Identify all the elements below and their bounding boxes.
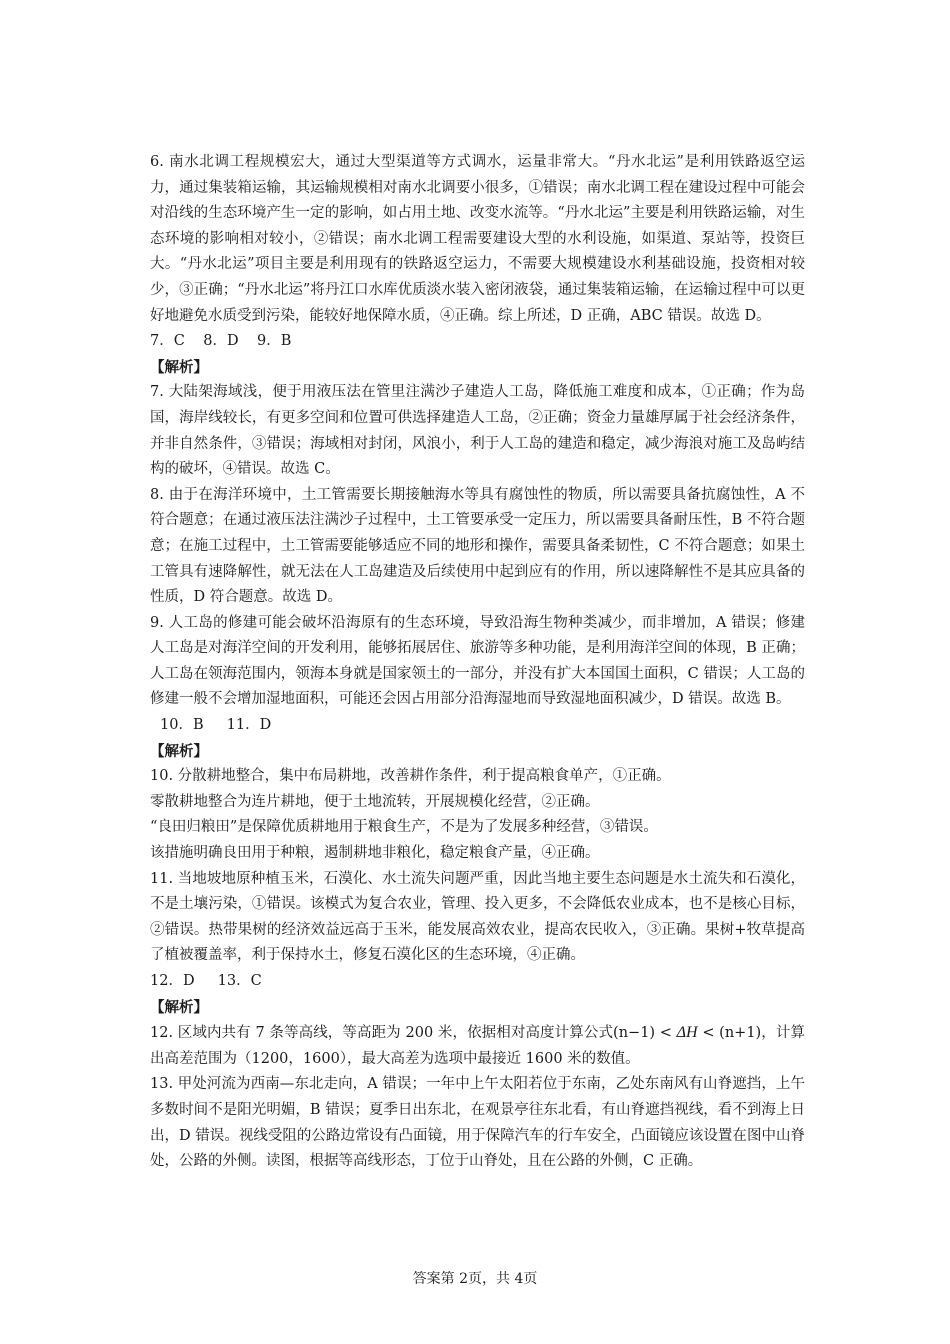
answer-content [150,150,805,1175]
answer-key-12-13: 12．D 13．C [150,973,262,989]
q12-text-after: < (n+1)，计算出高差范围为（1200，1600），最大高差为选项中最接近 1600 米的数值。 [150,1025,805,1067]
answer-key-10-11: 10．B 11．D [160,717,272,734]
page-footer: 答案第 2页，共 4页 [412,1271,538,1287]
analysis-heading: 【解析】 [150,998,208,1016]
answer-key-7-9: 7．C 8．D 9．B [150,333,292,350]
answer-paragraph-q8: 8. 由于在海洋环境中，土工管需要长期接触海水等具有腐蚀性的物质，所以需要具备抗腐蚀性，A 不符合题意；在通过液压法注满沙子过程中，土工管要承受一定压力，所以需要具备耐压性，B 不符合题意；在施工过程中，土工管需要能够适应不同的地形和操作，需要具备柔韧性，C 不符合题意；如果土工管具有速降解性，就无法在人工岛建造及后续使用中起到应有的作用，所以速降解性不是其应具备的性质，D 符合题意。故选 D。 [150,486,805,606]
answer-paragraph-q9: 9. 人工岛的修建可能会破坏沿海原有的生态环境，导致沿海生物种类减少，而非增加，A 错误；修建人工岛是对海洋空间的开发利用，能够拓展居住、旅游等多种功能，是利用海洋空间的体现，B 正确；人工岛在领海范围内，领海本身就是国家领土的一部分，并没有扩大本国国土面积，C 错误；人工岛的修建一般不会增加湿地面积，可能还会因占用部分沿海湿地而导致湿地面积减少，D 错误。故选 B。 [150,614,805,708]
answer-paragraph-q10-b: 零散耕地整合为连片耕地，便于土地流转，开展规模化经营，②正确。 [150,793,600,810]
answer-paragraph-q13: 13. 甲处河流为西南—东北走向，A 错误；一年中上午太阳若位于东南，乙处东南风有山脊遮挡，上午多数时间不是阳光明媚，B 错误；夏季日出东北，在观景亭往东北看，有山脊遮挡视线，看不到海上日出，D 错误。视线受阻的公路边常设有凸面镜，用于保障汽车的行车安全，凸面镜应该设置在图中山脊处，公路的外侧。读图，根据等高线形态，丁位于山脊处，且在公路的外侧，C 正确。 [150,1076,805,1170]
answer-paragraph-q10-a: 10. 分散耕地整合，集中布局耕地，改善耕作条件，利于提高粮食单产，①正确。 [150,768,671,785]
answer-paragraph-q10-d: 该措施明确良田用于种粮，遏制耕地非粮化，稳定粮食产量，④正确。 [150,845,600,862]
delta-h-symbol: ΔH [676,1024,698,1042]
answer-paragraph-q6: 6. 南水北调工程规模宏大，通过大型渠道等方式调水，运量非常大。“丹水北运”是利用铁路返空运力，通过集装箱运输，其运输规模相对南水北调要小很多，①错误；南水北调工程在建设过程中可能会对沿线的生态环境产生一定的影响，如占用土地、改变水流等。“丹水北运”主要是利用铁路运输，对生态环境的影响相对较小，②错误；南水北调工程需要建设大型的水利设施，如渠道、泵站等，投资巨大。“丹水北运”项目主要是利用现有的铁路返空运力，不需要大规模建设水利基础设施，投资相对较少，③正确；“丹水北运”将丹江口水库优质淡水装入密闭液袋，通过集装箱运输，在运输过程中可以更好地避免水质受到污染，能较好地保障水质，④正确。综上所述，D 正确，ABC 错误。故选 D。 [150,154,805,324]
answer-paragraph-q11: 11. 当地坡地原种植玉米，石漠化、水土流失问题严重，因此当地主要生态问题是水土流失和石漠化，不是土壤污染，①错误。该模式为复合农业，管理、投入更多，不会降低农业成本，也不是核心目标，②错误。热带果树的经济效益远高于玉米，能发展高效农业，提高农民收入，③正确。果树+牧草提高了植被覆盖率，利于保持水土，修复石漠化区的生态环境，④正确。 [150,870,805,964]
analysis-heading: 【解析】 [150,358,208,376]
answer-paragraph-q10-c: “良田归粮田”是保障优质耕地用于粮食生产，不是为了发展多种经营，③错误。 [150,819,658,836]
answer-paragraph-q7: 7. 大陆架海域浅，便于用液压法在管里注满沙子建造人工岛，降低施工难度和成本，①正确；作为岛国，海岸线较长，有更多空间和位置可供选择建造人工岛，②正确；资金力量雄厚属于社会经济条件，并非自然条件，③错误；海域相对封闭，风浪小，利于人工岛的建造和稳定，减少海浪对施工及岛屿结构的破坏，④错误。故选 C。 [150,384,805,478]
analysis-heading: 【解析】 [150,742,208,760]
answer-paragraph-q12 [150,1020,805,1072]
q12-text-before: 12. 区域内共有 7 条等高线，等高距为 200 米，依据相对高度计算公式(n−1) < [150,1025,677,1042]
